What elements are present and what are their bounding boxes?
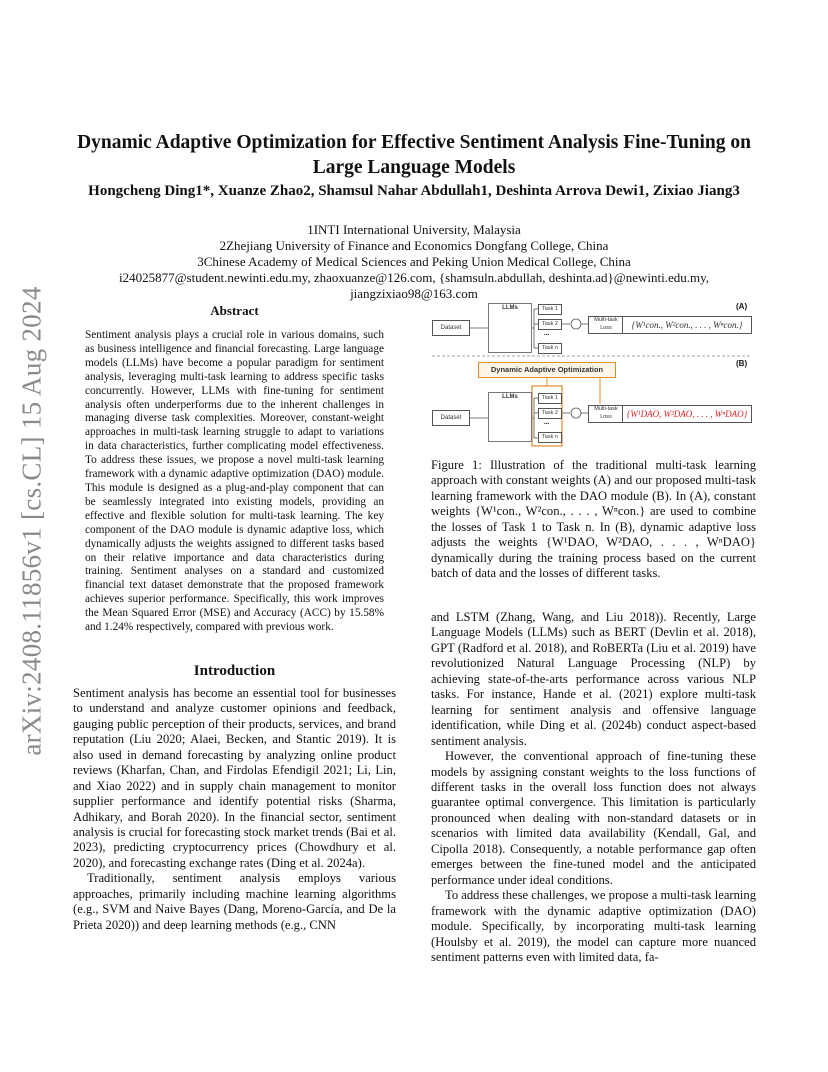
abstract-heading: Abstract	[210, 303, 259, 318]
figure-label-b: (B)	[736, 359, 748, 368]
author-list: Hongcheng Ding1*, Xuanze Zhao2, Shamsul Nahar Abdullah1, Deshinta Arrova Dewi1, Zixiao Jiang3	[88, 183, 740, 199]
arxiv-identifier: arXiv:2408.11856v1 [cs.CL] 15 Aug 2024	[16, 285, 47, 756]
introduction-heading: Introduction	[193, 662, 276, 679]
email-line-2: jiangzixiao98@163.com	[350, 286, 478, 301]
right-paragraph-3: To address these challenges, we propose a multi-task learning framework with the dynamic adaptive optimization (DAO) module. Specifically, by incorporating multi-task learning (Houlsby et al. 2019), the model can capture more nuanced sentiment patterns even with limited data, fa-	[431, 888, 756, 964]
task-n-box-a: Task n	[538, 343, 562, 354]
task-1-box-a: Task 1	[538, 304, 562, 315]
task-ellipsis-b: ...	[544, 418, 550, 426]
loss-label-a-1: Multi-task	[594, 317, 618, 323]
llms-label-b: LLMs	[502, 394, 518, 400]
dataset-box-a: Dataset	[432, 320, 470, 336]
multitask-loss-box-a	[588, 316, 624, 334]
task-ellipsis-a: ...	[544, 329, 550, 337]
constant-weights-box	[622, 316, 752, 334]
affiliation-1: 1INTI International University, Malaysia	[307, 222, 521, 237]
intro-paragraph-1: Sentiment analysis has become an essential tool for businesses to understand and analyze customer opinions and feedback, gauging public perception of their products, services, and brand reputation (Liu 2020; Alaei, Becken, and Stantic 2019). It is also used in demand forecasting by analyzing online product reviews (Kharfan, Chan, and Firdolas Efendigil 2021; Li, Lin, and Xiao 2022) and in supply chain management to monitor supplier performance and identify potential risks (Sharma, Adhikary, and Borah 2020). In the financial sector, sentiment analysis is crucial for forecasting stock market trends (Bai et al. 2023), predicting cryptocurrency prices (Chowdhury et al. 2020), and forecasting exchange rates (Ding et al. 2024a).	[73, 685, 396, 870]
loss-label-a-2: Loss	[600, 324, 612, 331]
email-line-1: i24025877@student.newinti.edu.my, zhaoxuanze@126.com, {shamsuln.abdullah, deshinta.ad}@newinti.edu.my,	[118, 270, 710, 285]
task-2-box-b: Task 2	[538, 408, 562, 419]
right-paragraph-1: and LSTM (Zhang, Wang, and Liu 2018)). Recently, Large Language Models (LLMs) such as BERT (Devlin et al. 2018), GPT (Radford et al. 2018), and RoBERTa (Liu et al. 2019) have revolutionized Natural Language Processing (NLP) by achieving state-of-the-arts performance across various NLP tasks. For instance, Hande et al. (2021) explore multi-task learning for sentiment analysis and offensive language identification, while Ding et al. (2024b) conduct aspect-based sentiment analysis.	[431, 610, 756, 748]
llms-box-b	[488, 392, 532, 442]
intro-paragraph-2: Traditionally, sentiment analysis employs various approaches, primarily including machine learning algorithms (e.g., SVM and Naive Bayes (Dang, Moreno-García, and De la Prieta 2020)) and deep learning methods (e.g., CNN	[73, 871, 396, 932]
paper-title: Dynamic Adaptive Optimization for Effective Sentiment Analysis Fine-Tuning on Large Language Models	[77, 132, 751, 178]
dao-module-box: Dynamic Adaptive Optimization	[478, 362, 616, 378]
dao-weights-formula: {W¹DAO, W²DAO, . . . , WⁿDAO}	[626, 409, 748, 419]
figure-1-diagram	[430, 300, 756, 452]
task-n-box-b: Task n	[538, 432, 562, 443]
constant-weights-formula: {W¹con., W²con., . . . , Wⁿcon.}	[631, 320, 743, 330]
affiliation-3: 3Chinese Academy of Medical Sciences and Peking Union Medical College, China	[197, 254, 631, 269]
loss-label-b-2: Loss	[600, 413, 612, 420]
llms-box-a	[488, 303, 532, 353]
arxiv-sidebar	[14, 283, 50, 758]
llms-label-a: LLMs	[502, 305, 518, 311]
figure-label-a: (A)	[736, 302, 748, 311]
dataset-box-b: Dataset	[432, 410, 470, 426]
right-paragraph-2: However, the conventional approach of fine-tuning these models by assigning constant weights to the loss functions of different tasks in the overall loss function does not always guarantee optimal convergence. This limitation is particularly pronounced when dealing with non-standard datasets or in scenarios with limited data availability (Kendall, Gal, and Cipolla 2018). Consequently, a notable performance gap often emerges between the fine-tuned model and the anticipated performance under ideal conditions.	[431, 749, 756, 887]
multitask-loss-box-b	[588, 405, 624, 423]
task-2-box-a: Task 2	[538, 319, 562, 330]
figure-1-caption: Figure 1: Illustration of the traditional multi-task learning approach with constant weights (A) and our proposed multi-task learning framework with the DAO module (B). In (A), constant weights {W¹con., W²con., . . . , Wⁿcon.} are used to combine the losses of Task 1 to Task n. In (B), dynamic adaptive loss adjusts the weights {W¹DAO, W²DAO, . . . , WⁿDAO} dynamically during the training process based on the current batch of data and the losses of different tasks.	[431, 458, 756, 581]
loss-label-b-1: Multi-task	[594, 406, 618, 412]
abstract-text: Sentiment analysis plays a crucial role in various domains, such as business intelligence and financial forecasting. Large language models (LLMs) have become a popular paradigm for sentiment analysis, leveraging multi-task learning to address specific tasks concurrently. However, LLMs with fine-tuning for sentiment analysis often underperforms due to the inherent challenges in managing diverse task complexities. Moreover, constant-weight approaches in multi-task learning struggle to adapt to variations in data characteristics, further complicating model effectiveness. To address these issues, we propose a novel multi-task learning framework with a dynamic adaptive optimization (DAO) module. This module is designed as a plug-and-play component that can be seamlessly integrated into existing models, providing an effective and flexible solution for multi-task learning. The key component of the DAO module is dynamic adaptive loss, which dynamically adjusts the weights assigned to different tasks based on their relative importance and data characteristics during training. Sentiment analyses on a standard and customized financial text dataset demonstrate that the proposed framework achieves superior performance. Specifically, this work improves the Mean Squared Error (MSE) and Accuracy (ACC) by 15.58% and 1.24% respectively, compared with previous work.	[85, 329, 384, 634]
left-column	[73, 303, 396, 933]
task-1-box-b: Task 1	[538, 393, 562, 404]
affiliation-2: 2Zhejiang University of Finance and Economics Dongfang College, China	[219, 238, 609, 253]
right-column	[431, 610, 756, 965]
dao-weights-box	[622, 405, 752, 423]
